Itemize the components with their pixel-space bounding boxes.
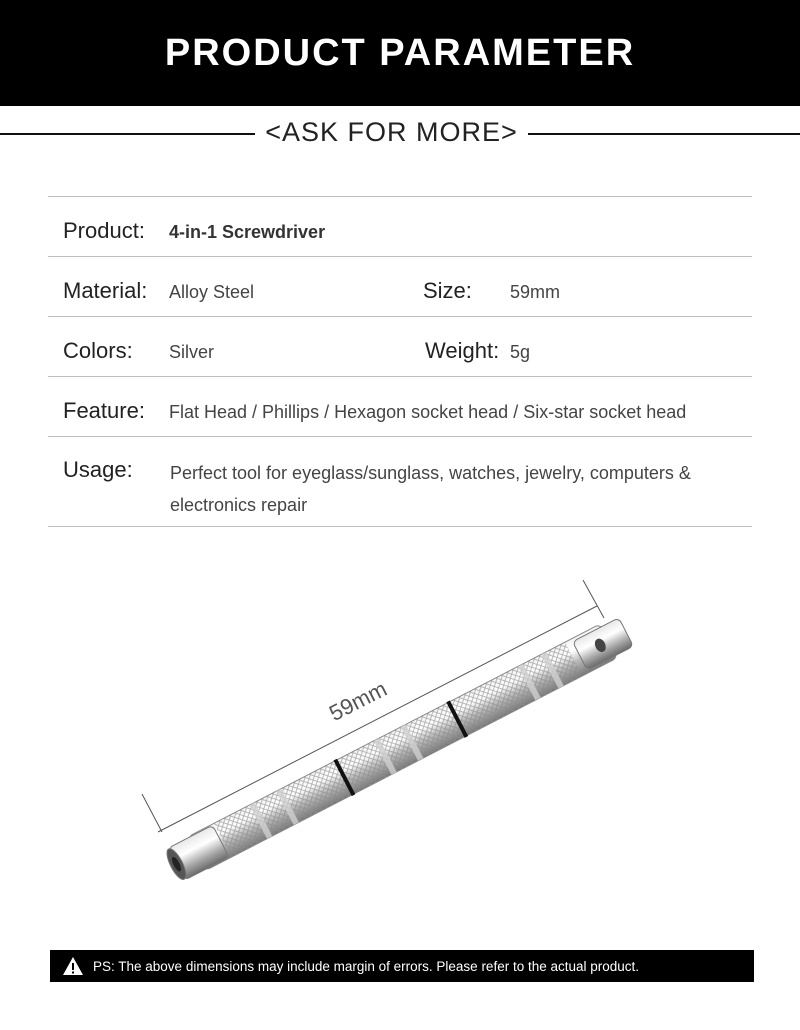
spec-row-feature	[48, 376, 752, 436]
divider-left	[0, 133, 255, 135]
colors-value: Silver	[169, 342, 215, 362]
spec-row-usage	[48, 436, 752, 527]
subtitle-row	[0, 114, 800, 154]
header-banner	[0, 0, 800, 106]
spec-row-material-size	[48, 256, 752, 316]
page-title: PRODUCT PARAMETER	[164, 31, 636, 74]
divider-right	[528, 133, 800, 135]
colors-label: Colors:	[63, 338, 133, 363]
feature-value: Flat Head / Phillips / Hexagon socket head / Six-star socket head	[169, 402, 687, 422]
usage-label: Usage:	[63, 457, 133, 482]
size-label: Size:	[423, 278, 472, 303]
product-image-area	[0, 540, 800, 940]
dimension-label: 59mm	[325, 675, 391, 726]
screwdriver	[162, 614, 635, 884]
feature-label: Feature:	[63, 398, 145, 423]
spec-row-product	[48, 196, 752, 256]
ask-for-more-text: <ASK FOR MORE>	[265, 117, 518, 147]
usage-value: Perfect tool for eyeglass/sunglass, watches, jewelry, computers & electronics repair	[170, 463, 691, 515]
screwdriver-image	[0, 540, 800, 940]
size-value: 59mm	[510, 282, 561, 302]
notice-text: PS: The above dimensions may include margin of errors. Please refer to the actual product.	[93, 958, 640, 974]
weight-label: Weight:	[425, 338, 500, 363]
product-label: Product:	[63, 218, 145, 243]
product-value: 4-in-1 Screwdriver	[169, 222, 326, 242]
material-label: Material:	[63, 278, 148, 303]
spec-table	[48, 196, 752, 527]
warning-icon	[62, 956, 84, 976]
material-value: Alloy Steel	[169, 282, 255, 302]
spec-row-colors-weight	[48, 316, 752, 376]
notice-bar	[50, 950, 754, 982]
weight-value: 5g	[510, 342, 531, 362]
